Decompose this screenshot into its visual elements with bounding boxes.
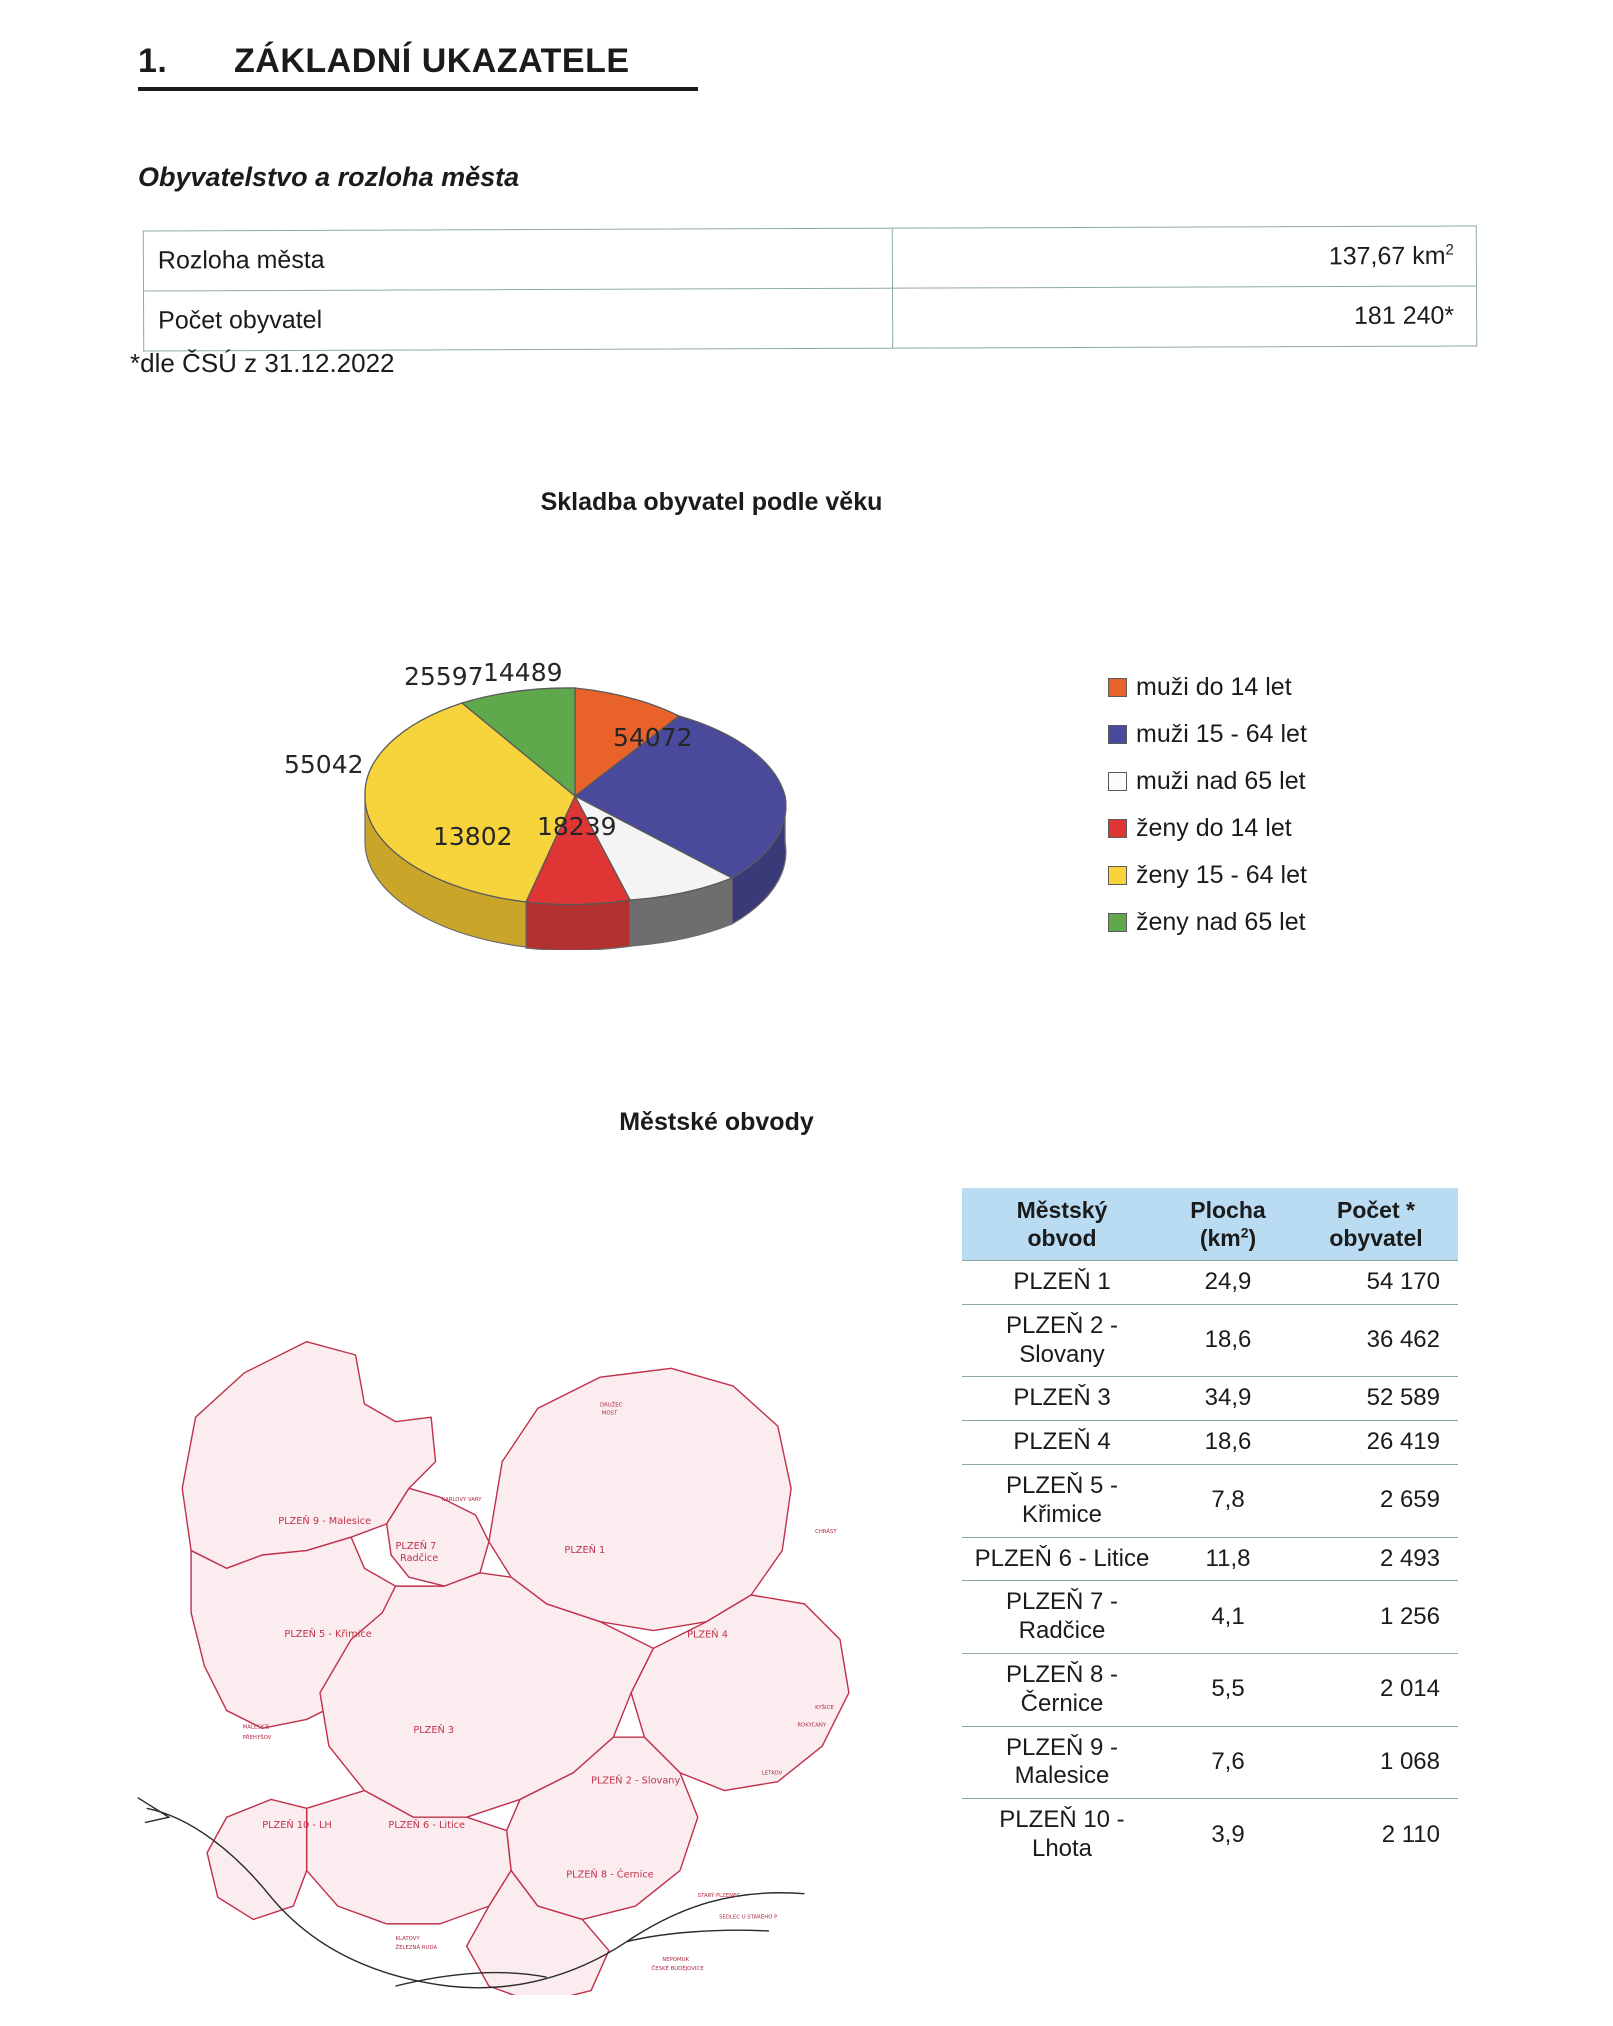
pie-slices xyxy=(365,688,786,904)
legend-item-muzi-15-64 xyxy=(1108,711,1408,758)
fact-label-area: Rozloha města xyxy=(143,228,892,291)
svg-text:PLZEŇ 3: PLZEŇ 3 xyxy=(413,1724,455,1736)
district-name: PLZEŇ 2 - Slovany xyxy=(962,1304,1162,1377)
col-header-area-line2: (km xyxy=(1199,1225,1241,1252)
table-row xyxy=(962,1726,1458,1799)
district-population: 2 659 xyxy=(1294,1465,1458,1538)
svg-text:SEDLEC U STARÉHO P: SEDLEC U STARÉHO P xyxy=(719,1914,778,1921)
district-name: PLZEŇ 4 xyxy=(962,1421,1162,1465)
svg-text:Radčice: Radčice xyxy=(400,1553,439,1565)
svg-text:LETKOV: LETKOV xyxy=(761,1770,783,1777)
fact-value-population: 181 240* xyxy=(892,286,1476,348)
section-subheading: Obyvatelstvo a rozloha města xyxy=(138,162,520,192)
district-area: 18,6 xyxy=(1162,1421,1294,1465)
district-name: PLZEŇ 1 xyxy=(962,1261,1162,1305)
map-title xyxy=(0,1108,1613,1137)
district-population: 2 014 xyxy=(1294,1654,1458,1727)
pie-chart-svg xyxy=(330,610,900,950)
district-population: 26 419 xyxy=(1294,1421,1458,1465)
fact-value-area xyxy=(892,226,1476,288)
district-area: 34,9 xyxy=(1162,1377,1294,1421)
table-row xyxy=(962,1799,1458,1871)
district-population: 52 589 xyxy=(1294,1377,1458,1421)
col-header-area-sup: 2 xyxy=(1240,1224,1249,1241)
city-districts-map xyxy=(80,1195,960,1995)
facts-footnote: *dle ČSÚ z 31.12.2022 xyxy=(130,348,395,378)
legend-item-zeny-15-64 xyxy=(1108,852,1408,899)
table-row xyxy=(962,1377,1458,1421)
district-name: PLZEŇ 6 - Litice xyxy=(962,1537,1162,1581)
pie-data-label-muzi-nad-65: 18239 xyxy=(537,812,617,841)
legend-label: muži do 14 let xyxy=(1136,673,1292,701)
district-name: PLZEŇ 3 xyxy=(962,1377,1162,1421)
legend-swatch-icon xyxy=(1108,913,1127,932)
pie-data-label-muzi-do-14: 14489 xyxy=(483,658,563,687)
svg-text:DRUŽEC: DRUŽEC xyxy=(600,1402,623,1409)
city-facts-table xyxy=(143,225,1477,351)
pie-data-label-zeny-do-14: 13802 xyxy=(433,822,513,851)
map-district-shapes xyxy=(182,1342,849,1995)
table-row xyxy=(144,286,1477,351)
table-row xyxy=(143,226,1476,291)
svg-text:PLZEŇ 8 - Černice: PLZEŇ 8 - Černice xyxy=(566,1869,654,1881)
svg-text:PLZEŇ 9 - Malesice: PLZEŇ 9 - Malesice xyxy=(278,1515,372,1527)
svg-text:NEPOMUK: NEPOMUK xyxy=(662,1957,689,1964)
page-title xyxy=(138,42,698,91)
svg-text:STARÝ PLZENEC: STARÝ PLZENEC xyxy=(697,1893,741,1900)
legend-item-muzi-do-14 xyxy=(1108,664,1408,711)
col-header-area xyxy=(1162,1188,1294,1261)
table-row xyxy=(962,1261,1458,1305)
table-row xyxy=(962,1581,1458,1654)
table-row xyxy=(962,1465,1458,1538)
fact-label-population: Počet obyvatel xyxy=(144,288,893,351)
district-name: PLZEŇ 9 - Malesice xyxy=(962,1726,1162,1799)
district-area: 18,6 xyxy=(1162,1304,1294,1377)
legend-label: muži nad 65 let xyxy=(1136,767,1306,795)
col-header-area-line2b: ) xyxy=(1248,1225,1257,1252)
legend-label: ženy 15 - 64 let xyxy=(1136,861,1307,889)
district-population: 36 462 xyxy=(1294,1304,1458,1377)
district-name: PLZEŇ 8 - Černice xyxy=(962,1654,1162,1727)
districts-table-header-row xyxy=(962,1188,1458,1261)
district-area: 3,9 xyxy=(1162,1799,1294,1871)
svg-text:ČESKÉ BUDĚJOVICE: ČESKÉ BUDĚJOVICE xyxy=(651,1966,704,1973)
svg-text:PLZEŇ 5 - Křimice: PLZEŇ 5 - Křimice xyxy=(284,1628,372,1640)
svg-text:ŽELEZNÁ RUDA: ŽELEZNÁ RUDA xyxy=(395,1944,438,1951)
col-header-population-line2: obyvatel xyxy=(1329,1225,1423,1252)
col-header-population xyxy=(1294,1188,1458,1261)
col-header-district-line2: obvod xyxy=(1027,1225,1097,1252)
fact-value-area-sup: 2 xyxy=(1445,241,1454,259)
legend-item-zeny-do-14 xyxy=(1108,805,1408,852)
svg-text:PLZEŇ 10 - LH: PLZEŇ 10 - LH xyxy=(262,1819,332,1831)
svg-text:PLZEŇ 4: PLZEŇ 4 xyxy=(687,1629,728,1641)
legend-label: ženy do 14 let xyxy=(1136,814,1292,842)
svg-text:KYŠICE: KYŠICE xyxy=(815,1704,834,1711)
legend-swatch-icon xyxy=(1108,772,1127,791)
district-name: PLZEŇ 10 - Lhota xyxy=(962,1799,1162,1871)
legend-label: muži 15 - 64 let xyxy=(1136,720,1307,748)
svg-text:MALESICE: MALESICE xyxy=(242,1724,270,1731)
legend-item-zeny-nad-65 xyxy=(1108,899,1408,946)
district-population: 1 256 xyxy=(1294,1581,1458,1654)
heading-number: 1. xyxy=(138,42,168,80)
pie-chart-title-text: Skladba obyvatel podle věku xyxy=(540,488,883,516)
district-area: 5,5 xyxy=(1162,1654,1294,1727)
legend-label: ženy nad 65 let xyxy=(1136,908,1306,936)
district-area: 11,8 xyxy=(1162,1537,1294,1581)
svg-text:KARLOVY VARY: KARLOVY VARY xyxy=(441,1496,482,1503)
legend-item-muzi-nad-65 xyxy=(1108,758,1408,805)
col-header-population-line1: Počet * xyxy=(1337,1197,1415,1223)
districts-table xyxy=(962,1188,1458,1871)
svg-text:CHRÁST: CHRÁST xyxy=(815,1528,837,1535)
fact-value-area-text: 137,67 km xyxy=(1328,241,1446,271)
legend-swatch-icon xyxy=(1108,819,1127,838)
col-header-area-line1: Plocha xyxy=(1190,1197,1266,1223)
svg-text:KLATOVY: KLATOVY xyxy=(395,1935,420,1942)
district-area: 4,1 xyxy=(1162,1581,1294,1654)
district-population: 1 068 xyxy=(1294,1726,1458,1799)
map-svg xyxy=(80,1195,960,1995)
district-area: 24,9 xyxy=(1162,1261,1294,1305)
district-population: 2 110 xyxy=(1294,1799,1458,1871)
legend-swatch-icon xyxy=(1108,678,1127,697)
district-name: PLZEŇ 7 - Radčice xyxy=(962,1581,1162,1654)
district-population: 2 493 xyxy=(1294,1537,1458,1581)
table-row xyxy=(962,1304,1458,1377)
district-population: 54 170 xyxy=(1294,1261,1458,1305)
table-row xyxy=(962,1654,1458,1727)
pie-chart-title xyxy=(0,488,1613,517)
svg-text:PLZEŇ 1: PLZEŇ 1 xyxy=(564,1545,606,1557)
pie-data-label-muzi-15-64: 54072 xyxy=(613,723,693,752)
svg-text:PLZEŇ 6 - Litice: PLZEŇ 6 - Litice xyxy=(388,1819,466,1831)
svg-text:MOST: MOST xyxy=(601,1410,618,1417)
district-name: PLZEŇ 5 - Křimice xyxy=(962,1465,1162,1538)
svg-text:PLZEŇ 2 - Slovany: PLZEŇ 2 - Slovany xyxy=(591,1775,681,1787)
col-header-district xyxy=(962,1188,1162,1261)
table-row xyxy=(962,1537,1458,1581)
pie-data-label-zeny-15-64: 55042 xyxy=(284,750,364,779)
svg-text:PLZEŇ 7: PLZEŇ 7 xyxy=(395,1540,437,1552)
pie-chart-legend xyxy=(1108,664,1408,946)
svg-text:PŘEHÝŠOV: PŘEHÝŠOV xyxy=(242,1735,272,1741)
map-title-text: Městské obvody xyxy=(619,1108,814,1136)
col-header-district-line1: Městský xyxy=(1016,1197,1108,1223)
table-row xyxy=(962,1421,1458,1465)
legend-swatch-icon xyxy=(1108,866,1127,885)
legend-swatch-icon xyxy=(1108,725,1127,744)
pie-data-label-zeny-nad-65: 25597 xyxy=(404,662,484,691)
district-area: 7,6 xyxy=(1162,1726,1294,1799)
age-composition-pie-chart xyxy=(284,610,900,950)
svg-text:ROKYCANY: ROKYCANY xyxy=(797,1722,827,1729)
heading-text: ZÁKLADNÍ UKAZATELE xyxy=(234,42,630,80)
district-area: 7,8 xyxy=(1162,1465,1294,1538)
